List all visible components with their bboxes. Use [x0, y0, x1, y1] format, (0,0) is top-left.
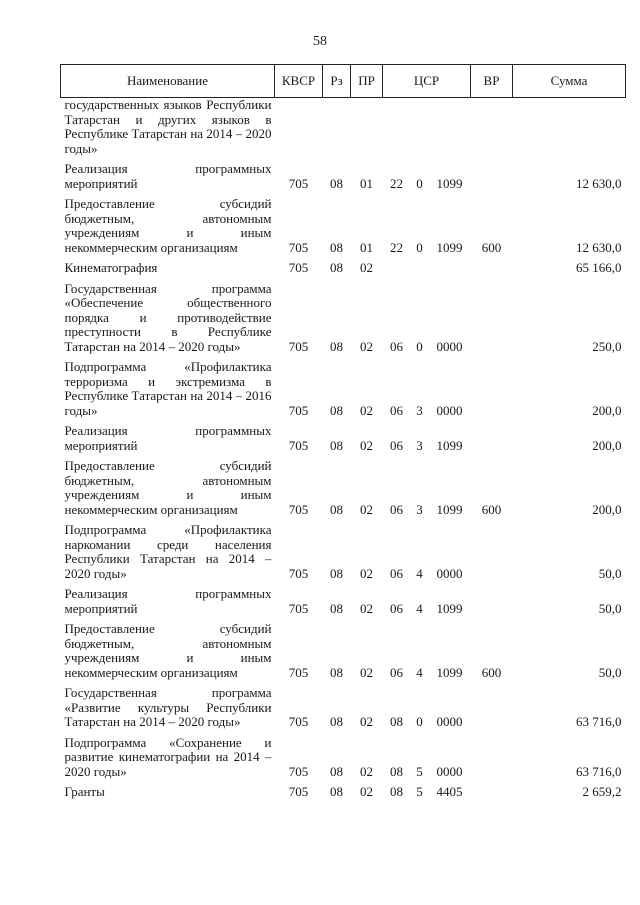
row-csr-direction: 1099 — [436, 437, 463, 453]
row-name: Реализация программных мероприятий — [64, 423, 272, 453]
row-csr-program: 08 — [390, 714, 403, 729]
row-pr — [351, 98, 383, 163]
table-row — [61, 424, 626, 459]
row-rz: 08 — [330, 501, 343, 517]
row-rz: 08 — [330, 437, 343, 453]
row-kvsr: 705 — [288, 175, 309, 191]
row-csr-subprogram: 3 — [416, 501, 423, 517]
row-rz: 08 — [330, 714, 343, 729]
header-csr: ЦСР — [383, 65, 471, 98]
table-row — [61, 360, 626, 424]
row-pr: 02 — [360, 714, 373, 729]
row-name: Подпрограмма «Профилактика терроризма и экстремизма в Республике Татарстан на 2014 – 2016 годы» — [64, 359, 272, 418]
row-kvsr: 705 — [288, 338, 309, 354]
row-csr-direction: 1099 — [436, 664, 463, 680]
row-csr-subprogram: 5 — [416, 763, 423, 779]
header-pr: ПР — [351, 65, 383, 98]
row-pr: 02 — [360, 784, 373, 799]
row-csr-subprogram: 0 — [416, 714, 423, 729]
table-row — [61, 261, 626, 282]
row-vr — [471, 785, 513, 806]
row-sum — [513, 98, 626, 163]
row-name: Предоставление субсидий бюджетным, автономным учреждениям и иным некоммерческим организациям — [64, 621, 272, 680]
row-rz: 08 — [330, 763, 343, 779]
row-kvsr: 705 — [288, 784, 309, 799]
row-pr: 02 — [360, 501, 373, 517]
row-pr: 01 — [360, 175, 373, 191]
row-kvsr: 705 — [288, 239, 309, 255]
row-csr-subprogram: 5 — [416, 784, 423, 799]
row-csr-program: 22 — [390, 239, 403, 255]
row-csr-direction: 0000 — [436, 338, 463, 354]
row-rz: 08 — [330, 784, 343, 799]
row-name: Подпрограмма «Сохранение и развитие кинематографии на 2014 – 2020 годы» — [64, 734, 272, 779]
row-sum: 2 659,2 — [582, 784, 622, 799]
row-kvsr: 705 — [288, 260, 309, 275]
row-name: Кинематография — [64, 260, 158, 275]
row-csr-program: 06 — [390, 338, 403, 354]
row-vr — [471, 736, 513, 786]
row-pr: 02 — [360, 402, 373, 418]
row-csr-direction: 0000 — [436, 714, 463, 729]
table-row — [61, 785, 626, 806]
row-kvsr: 705 — [288, 501, 309, 517]
row-csr-subprogram: 0 — [416, 338, 423, 354]
table-body — [61, 98, 626, 806]
row-csr-program: 08 — [390, 763, 403, 779]
row-csr-program: 06 — [390, 565, 403, 581]
row-name: Гранты — [64, 784, 105, 799]
row-rz: 08 — [330, 239, 343, 255]
row-pr: 02 — [360, 664, 373, 680]
row-rz: 08 — [330, 565, 343, 581]
row-name: Предоставление субсидий бюджетным, автономным учреждениям и иным некоммерческим организациям — [64, 196, 272, 255]
row-name: Реализация программных мероприятий — [64, 586, 272, 616]
row-name: Реализация программных мероприятий — [64, 161, 272, 191]
row-csr-program: 06 — [390, 501, 403, 517]
row-sum: 50,0 — [598, 600, 622, 616]
table-row — [61, 197, 626, 261]
row-csr-direction: 4405 — [436, 784, 463, 799]
row-kvsr: 705 — [288, 714, 309, 729]
row-pr: 02 — [360, 600, 373, 616]
row-vr: 600 — [481, 664, 502, 680]
row-pr: 02 — [360, 763, 373, 779]
table-row — [61, 282, 626, 361]
row-csr-program: 06 — [390, 664, 403, 680]
row-rz — [323, 98, 351, 163]
budget-table — [60, 64, 626, 806]
row-csr-program: 06 — [390, 402, 403, 418]
row-csr-program: 06 — [390, 600, 403, 616]
row-sum: 250,0 — [592, 338, 622, 354]
header-name: Наименование — [61, 65, 275, 98]
row-sum: 12 630,0 — [576, 175, 622, 191]
row-rz: 08 — [330, 600, 343, 616]
row-csr-subprogram: 0 — [416, 239, 423, 255]
table-row — [61, 98, 626, 163]
row-name: Подпрограмма «Профилактика наркомании среди населения Республики Татарстан на 2014 – 2020 годы» — [64, 522, 272, 581]
header-rz: Рз — [323, 65, 351, 98]
row-vr: 600 — [481, 239, 502, 255]
row-csr-direction: 1099 — [436, 600, 463, 616]
row-csr-subprogram: 4 — [416, 664, 423, 680]
table-row — [61, 622, 626, 686]
row-rz: 08 — [330, 338, 343, 354]
row-pr: 02 — [360, 565, 373, 581]
row-csr-program: 06 — [390, 437, 403, 453]
table-row — [61, 736, 626, 786]
row-sum: 65 166,0 — [576, 260, 622, 275]
row-csr-program — [383, 261, 411, 282]
row-csr-subprogram: 0 — [416, 175, 423, 191]
row-csr-subprogram: 3 — [416, 402, 423, 418]
row-sum: 50,0 — [598, 565, 622, 581]
row-vr — [471, 523, 513, 587]
row-sum: 12 630,0 — [576, 239, 622, 255]
row-vr — [471, 162, 513, 197]
row-kvsr: 705 — [288, 763, 309, 779]
table-row — [61, 459, 626, 523]
row-csr-subprogram: 4 — [416, 600, 423, 616]
row-vr — [471, 98, 513, 163]
row-name: Государственная программа «Обеспечение общественного порядка и противодействие преступности в Республике Татарстан на 2014 – 2020 годы» — [64, 280, 272, 354]
row-vr — [471, 360, 513, 424]
row-csr-direction: 1099 — [436, 501, 463, 517]
row-csr-subprogram: 3 — [416, 437, 423, 453]
row-vr — [471, 424, 513, 459]
row-name: Государственная программа «Развитие культуры Республики Татарстан на 2014 – 2020 годы» — [64, 685, 272, 729]
row-kvsr: 705 — [288, 437, 309, 453]
row-kvsr — [275, 98, 323, 163]
page-number: 58 — [313, 34, 327, 49]
row-vr — [471, 587, 513, 622]
row-csr-direction: 0000 — [436, 565, 463, 581]
row-csr-direction: 1099 — [436, 239, 463, 255]
row-pr: 01 — [360, 239, 373, 255]
table-row — [61, 523, 626, 587]
header-sum: Сумма — [513, 65, 626, 98]
row-pr: 02 — [360, 260, 373, 275]
row-csr-direction: 0000 — [436, 402, 463, 418]
row-sum: 200,0 — [592, 402, 622, 418]
row-kvsr: 705 — [288, 600, 309, 616]
row-csr-direction — [429, 261, 471, 282]
row-vr: 600 — [481, 501, 502, 517]
row-csr-direction: 1099 — [436, 175, 463, 191]
row-csr-program — [383, 98, 411, 163]
row-csr-subprogram: 4 — [416, 565, 423, 581]
header-vr: ВР — [471, 65, 513, 98]
table-row — [61, 686, 626, 736]
row-vr — [471, 686, 513, 736]
table-row — [61, 162, 626, 197]
row-vr — [471, 261, 513, 282]
row-sum: 63 716,0 — [576, 714, 622, 729]
row-sum: 50,0 — [598, 664, 622, 680]
row-kvsr: 705 — [288, 402, 309, 418]
row-name: Предоставление субсидий бюджетным, автономным учреждениям и иным некоммерческим организациям — [64, 458, 272, 517]
row-sum: 200,0 — [592, 437, 622, 453]
row-csr-subprogram — [411, 98, 429, 163]
row-rz: 08 — [330, 260, 343, 275]
header-kvsr: КВСР — [275, 65, 323, 98]
row-kvsr: 705 — [288, 664, 309, 680]
row-csr-program: 22 — [390, 175, 403, 191]
row-csr-direction — [429, 98, 471, 163]
table-header-row — [61, 65, 626, 98]
row-rz: 08 — [330, 175, 343, 191]
row-vr — [471, 282, 513, 361]
row-sum: 63 716,0 — [576, 763, 622, 779]
row-kvsr: 705 — [288, 565, 309, 581]
row-csr-subprogram — [411, 261, 429, 282]
row-rz: 08 — [330, 402, 343, 418]
table-row — [61, 587, 626, 622]
row-pr: 02 — [360, 338, 373, 354]
row-sum: 200,0 — [592, 501, 622, 517]
row-csr-program: 08 — [390, 784, 403, 799]
row-csr-direction: 0000 — [436, 763, 463, 779]
row-name: государственных языков Республики Татарстан и других языков в Республике Татарстан на 2014 – 2020 годы» — [64, 97, 272, 156]
row-pr: 02 — [360, 437, 373, 453]
row-rz: 08 — [330, 664, 343, 680]
